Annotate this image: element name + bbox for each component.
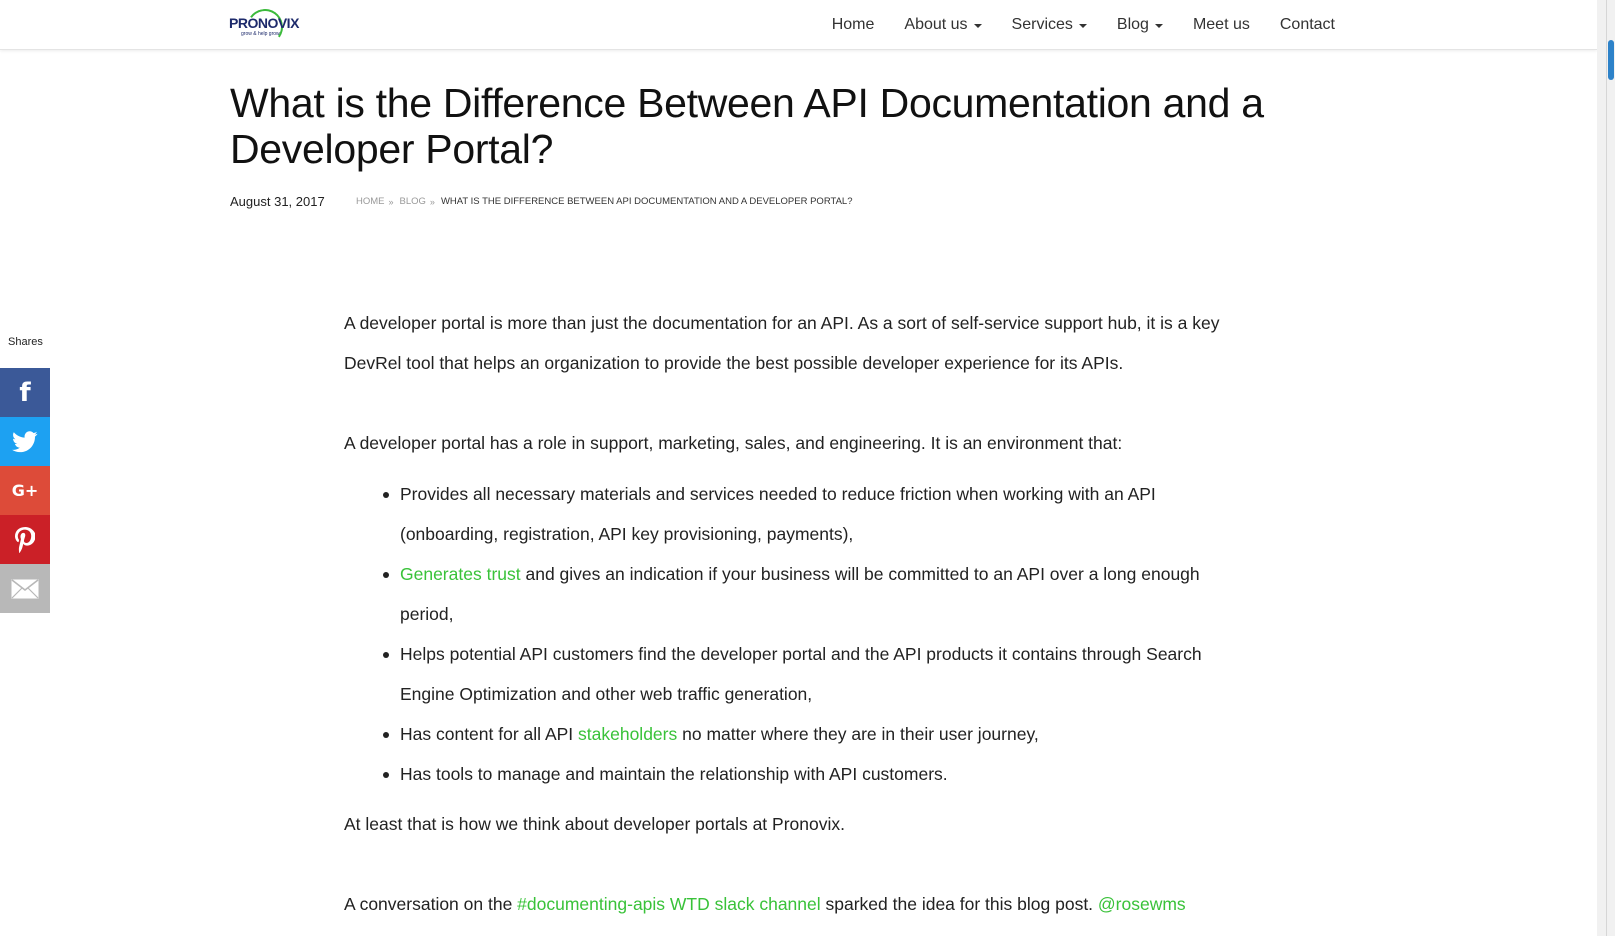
- slack-channel-link[interactable]: #documenting-apis WTD slack channel: [517, 894, 821, 914]
- nav-services[interactable]: Services: [1012, 16, 1087, 34]
- generates-trust-link[interactable]: Generates trust: [400, 564, 521, 584]
- twitter-icon: [12, 431, 38, 453]
- share-pinterest-button[interactable]: [0, 515, 50, 564]
- list-item: Generates trust and gives an indication if your business will be committed to an API over a long enough period,: [400, 554, 1254, 634]
- google-plus-icon: G+: [11, 481, 39, 500]
- caret-down-icon: [1079, 24, 1087, 28]
- article-body: [344, 303, 1254, 924]
- shares-label: Shares: [8, 336, 43, 348]
- logo-wordmark: PRONOVIX: [229, 15, 299, 31]
- caret-down-icon: [1155, 24, 1163, 28]
- pinterest-icon: [15, 527, 35, 553]
- page-scrollbar[interactable]: [1597, 0, 1615, 936]
- pronovix-logo[interactable]: [229, 9, 301, 43]
- breadcrumb-home[interactable]: HOME: [356, 196, 385, 207]
- feature-list: [344, 474, 1254, 794]
- nav-blog[interactable]: Blog: [1117, 16, 1163, 34]
- share-google-plus-button[interactable]: [0, 466, 50, 515]
- main-nav: [802, 0, 1335, 50]
- rosewms-link[interactable]: @rosewms: [1097, 894, 1186, 914]
- list-item: Provides all necessary materials and services needed to reduce friction when working with an API (onboarding, registration, API key provisioning, payments),: [400, 474, 1254, 554]
- nav-meet-us[interactable]: Meet us: [1192, 16, 1250, 33]
- breadcrumb-current: WHAT IS THE DIFFERENCE BETWEEN API DOCUMENTATION AND A DEVELOPER PORTAL?: [440, 196, 853, 207]
- breadcrumb: [356, 196, 853, 207]
- nav-about-us[interactable]: About us: [904, 16, 981, 34]
- list-item: Helps potential API customers find the developer portal and the API products it contains through Search Engine Optimization and other web traffic generation,: [400, 634, 1254, 714]
- email-icon: [11, 579, 39, 599]
- list-item: Has tools to manage and maintain the relationship with API customers.: [400, 754, 1254, 794]
- site-header: [0, 0, 1597, 50]
- facebook-icon: f: [19, 377, 31, 408]
- nav-contact[interactable]: Contact: [1279, 16, 1335, 33]
- page-title: What is the Difference Between API Documentation and a Developer Portal?: [230, 80, 1264, 172]
- scrollbar-thumb[interactable]: [1608, 40, 1614, 80]
- article-paragraph: At least that is how we think about developer portals at Pronovix.: [344, 814, 845, 834]
- article-paragraph: A conversation on the #documenting-apis WTD slack channel sparked the idea for this blog post. @rosewms: [344, 894, 1186, 914]
- caret-down-icon: [974, 24, 982, 28]
- stakeholders-link[interactable]: stakeholders: [578, 724, 678, 744]
- scrollbar-track-line: [1606, 0, 1607, 936]
- nav-home[interactable]: Home: [831, 16, 875, 33]
- share-email-button[interactable]: [0, 564, 50, 613]
- double-chevron-right-icon: »: [388, 196, 394, 207]
- double-chevron-right-icon: »: [429, 196, 435, 207]
- article-paragraph: A developer portal has a role in support, marketing, sales, and engineering. It is an environment that:: [344, 433, 1123, 453]
- share-twitter-button[interactable]: [0, 417, 50, 466]
- post-date: August 31, 2017: [230, 194, 325, 209]
- logo-tagline: grow & help grow: [241, 31, 280, 37]
- share-facebook-button[interactable]: [0, 368, 50, 417]
- list-item: Has content for all API stakeholders no matter where they are in their user journey,: [400, 714, 1254, 754]
- breadcrumb-blog[interactable]: BLOG: [399, 196, 426, 207]
- article-paragraph: A developer portal is more than just the documentation for an API. As a sort of self-service support hub, it is a key DevRel tool that helps an organization to provide the best possible developer experience for its APIs.: [344, 313, 1220, 373]
